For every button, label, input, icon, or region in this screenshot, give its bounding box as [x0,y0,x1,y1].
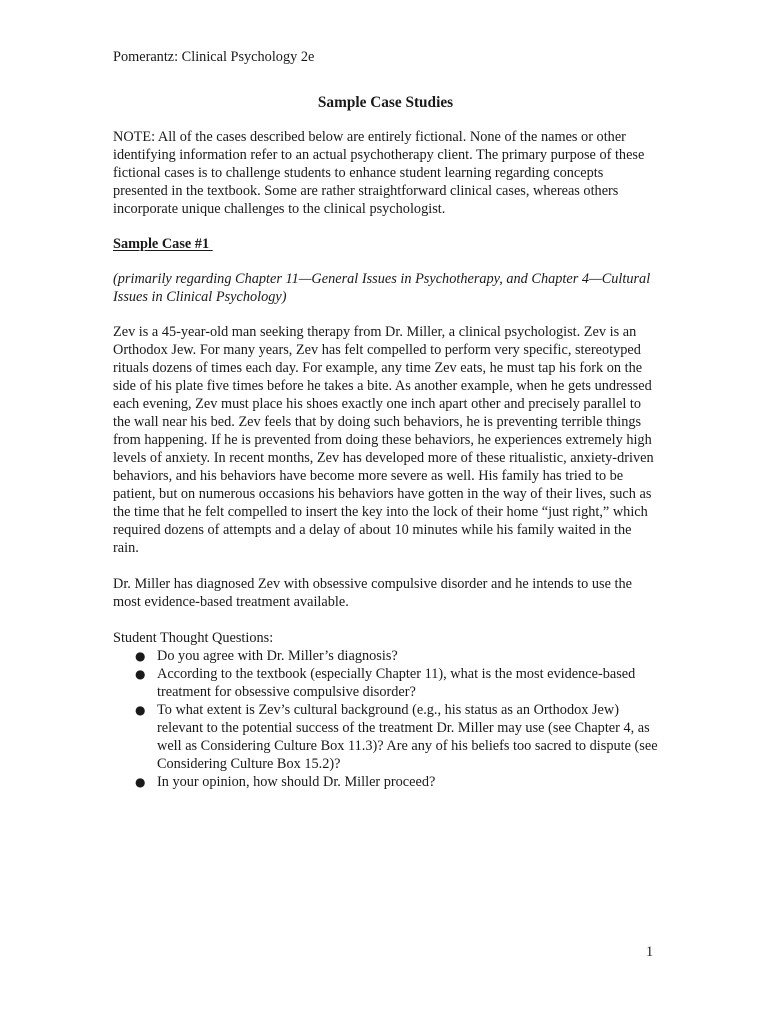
document-title: Sample Case Studies [317,94,454,111]
bullet-icon: ● [135,649,146,663]
question-text: According to the textbook (especially Chapter 11), what is the most evidence-based treatment for obsessive compulsive disorder? [157,666,636,700]
diagnosis-paragraph: Dr. Miller has diagnosed Zev with obsessive compulsive disorder and he intends to use the most evidence-based treatment available. [113,576,632,610]
question-item [113,773,658,791]
document-page [113,48,658,791]
question-item [113,647,658,665]
bullet-icon: ● [135,667,146,681]
question-text: In your opinion, how should Dr. Miller proceed? [157,774,436,790]
question-item [113,665,658,701]
bullet-icon: ● [135,703,146,717]
questions-list [113,647,658,791]
case-description: Zev is a 45-year-old man seeking therapy from Dr. Miller, a clinical psychologist. Zev is an Orthodox Jew. For many years, Zev has felt compelled to perform very specific, stereotyped rituals dozens of times each day. For example, any time Zev eats, he must tap his fork on the side of his plate five times before he takes a bite. As another example, when he gets undressed each evening, Zev must place his shoes exactly one inch apart other and precisely parallel to the wall near his bed. Zev feels that by doing such behaviors, he is preventing terrible things from happening. If he is prevented from doing these behaviors, he experiences extremely high levels of anxiety. In recent months, Zev has developed more of these ritualistic, anxiety-driven behaviors, and his behaviors have become more severe as well. His family has tried to be patient, but on numerous occasions his behaviors have gotten in the way of their lives, such as the time that he felt compelled to insert the key into the lock of their home “just right,” which required dozens of attempts and a delay of about 10 minutes while his family waited in the rain. [113,324,654,556]
question-text: To what extent is Zev’s cultural background (e.g., his status as an Orthodox Jew) relevant to the potential success of the treatment Dr. Miller may use (see Chapter 4, as well as Considering Culture Box 11.3)? Are any of his beliefs too sacred to dispute (see Considering Culture Box 15.2)? [157,702,658,772]
bullet-icon: ● [135,775,146,789]
page-number: 1 [646,944,654,960]
note-paragraph: NOTE: All of the cases described below are entirely fictional. None of the names or other identifying information refer to an actual psychotherapy client. The primary purpose of these fictional cases is to challenge students to enhance student learning regarding concepts presented in the textbook. Some are rather straightforward clinical cases, whereas others incorporate unique challenges to the clinical psychologist. [113,129,645,217]
question-item [113,701,658,773]
case-heading: Sample Case #1 [113,236,213,252]
running-header: Pomerantz: Clinical Psychology 2e [113,49,315,65]
case-subtitle: (primarily regarding Chapter 11—General Issues in Psychotherapy, and Chapter 4—Cultural Issues in Clinical Psychology) [113,271,651,305]
question-text: Do you agree with Dr. Miller’s diagnosis? [157,648,398,664]
questions-label: Student Thought Questions: [113,630,274,646]
